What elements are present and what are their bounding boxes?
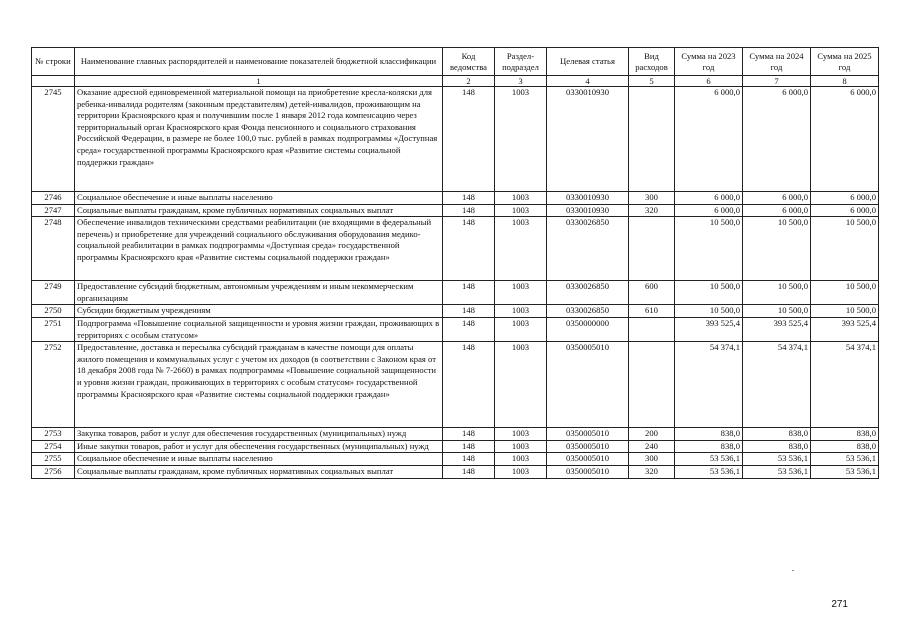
sum-2024: 6 000,0 <box>743 192 811 205</box>
target-article: 0350005010 <box>547 440 629 453</box>
header-section: Раздел-подраздел <box>495 48 547 76</box>
row-number: 2752 <box>32 342 75 428</box>
section-code: 1003 <box>495 87 547 192</box>
dept-code: 148 <box>443 440 495 453</box>
target-article: 0350005010 <box>547 465 629 478</box>
section-code: 1003 <box>495 192 547 205</box>
expense-kind <box>629 317 675 341</box>
sum-2025: 53 536,1 <box>811 465 879 478</box>
budget-table <box>31 47 879 479</box>
row-number: 2754 <box>32 440 75 453</box>
sum-2025: 6 000,0 <box>811 192 879 205</box>
scan-mark <box>792 570 794 571</box>
table-row <box>32 317 879 341</box>
sum-2023: 838,0 <box>675 428 743 441</box>
table-row <box>32 204 879 217</box>
table-header <box>32 48 879 87</box>
sum-2023: 53 536,1 <box>675 453 743 466</box>
section-code: 1003 <box>495 440 547 453</box>
header-kind: Вид расходов <box>629 48 675 76</box>
column-number: 2 <box>443 76 495 87</box>
row-name: Субсидии бюджетным учреждениям <box>75 305 443 318</box>
target-article: 0330026850 <box>547 305 629 318</box>
header-sum-2025: Сумма на 2025 год <box>811 48 879 76</box>
section-code: 1003 <box>495 342 547 428</box>
sum-2023: 10 500,0 <box>675 305 743 318</box>
row-name: Социальное обеспечение и иные выплаты населению <box>75 192 443 205</box>
row-name: Социальные выплаты гражданам, кроме публичных нормативных социальных выплат <box>75 465 443 478</box>
table-row <box>32 465 879 478</box>
table-row <box>32 281 879 305</box>
sum-2023: 838,0 <box>675 440 743 453</box>
dept-code: 148 <box>443 217 495 281</box>
sum-2025: 54 374,1 <box>811 342 879 428</box>
target-article: 0330010930 <box>547 204 629 217</box>
section-code: 1003 <box>495 204 547 217</box>
expense-kind: 240 <box>629 440 675 453</box>
sum-2025: 838,0 <box>811 440 879 453</box>
section-code: 1003 <box>495 465 547 478</box>
sum-2024: 10 500,0 <box>743 217 811 281</box>
sum-2023: 10 500,0 <box>675 281 743 305</box>
section-code: 1003 <box>495 281 547 305</box>
expense-kind: 300 <box>629 453 675 466</box>
sum-2025: 10 500,0 <box>811 281 879 305</box>
target-article: 0330026850 <box>547 281 629 305</box>
target-article: 0350000000 <box>547 317 629 341</box>
sum-2024: 10 500,0 <box>743 305 811 318</box>
dept-code: 148 <box>443 428 495 441</box>
sum-2024: 6 000,0 <box>743 204 811 217</box>
column-number <box>32 76 75 87</box>
row-number: 2751 <box>32 317 75 341</box>
dept-code: 148 <box>443 317 495 341</box>
sum-2025: 393 525,4 <box>811 317 879 341</box>
section-code: 1003 <box>495 317 547 341</box>
column-number: 1 <box>75 76 443 87</box>
sum-2025: 6 000,0 <box>811 204 879 217</box>
sum-2023: 393 525,4 <box>675 317 743 341</box>
row-name: Иные закупки товаров, работ и услуг для обеспечения государственных (муниципальных) нужд <box>75 440 443 453</box>
row-number: 2750 <box>32 305 75 318</box>
column-number-row <box>32 76 879 87</box>
table-row <box>32 428 879 441</box>
sum-2023: 6 000,0 <box>675 192 743 205</box>
header-sum-2023: Сумма на 2023 год <box>675 48 743 76</box>
expense-kind: 200 <box>629 428 675 441</box>
dept-code: 148 <box>443 342 495 428</box>
row-number: 2748 <box>32 217 75 281</box>
row-name: Социальные выплаты гражданам, кроме публичных нормативных социальных выплат <box>75 204 443 217</box>
target-article: 0330010930 <box>547 87 629 192</box>
row-number: 2745 <box>32 87 75 192</box>
header-sum-2024: Сумма на 2024 год <box>743 48 811 76</box>
sum-2025: 838,0 <box>811 428 879 441</box>
sum-2024: 10 500,0 <box>743 281 811 305</box>
row-number: 2756 <box>32 465 75 478</box>
row-name: Предоставление субсидий бюджетным, автономным учреждениям и иным некоммерческим организациям <box>75 281 443 305</box>
dept-code: 148 <box>443 305 495 318</box>
table-row <box>32 87 879 192</box>
column-number: 3 <box>495 76 547 87</box>
row-name: Обеспечение инвалидов техническими средствами реабилитации (не входящими в федеральный перечень) и приобретение для учреждений социального обслуживания оборудования медико-социальной реабилитации в рамках подпрограммы «Доступная среда» государственной программы Красноярского края «Развитие системы социальной поддержки граждан» <box>75 217 443 281</box>
column-number: 7 <box>743 76 811 87</box>
sum-2025: 6 000,0 <box>811 87 879 192</box>
row-number: 2747 <box>32 204 75 217</box>
table-row <box>32 192 879 205</box>
sum-2024: 54 374,1 <box>743 342 811 428</box>
expense-kind: 320 <box>629 465 675 478</box>
section-code: 1003 <box>495 305 547 318</box>
sum-2024: 838,0 <box>743 440 811 453</box>
sum-2025: 10 500,0 <box>811 217 879 281</box>
dept-code: 148 <box>443 465 495 478</box>
section-code: 1003 <box>495 217 547 281</box>
section-code: 1003 <box>495 428 547 441</box>
header-dept: Код ведомства <box>443 48 495 76</box>
dept-code: 148 <box>443 281 495 305</box>
sum-2024: 393 525,4 <box>743 317 811 341</box>
header-target: Целевая статья <box>547 48 629 76</box>
table-body <box>32 87 879 479</box>
column-number: 8 <box>811 76 879 87</box>
dept-code: 148 <box>443 192 495 205</box>
table-row <box>32 342 879 428</box>
dept-code: 148 <box>443 453 495 466</box>
dept-code: 148 <box>443 87 495 192</box>
sum-2025: 10 500,0 <box>811 305 879 318</box>
sum-2024: 838,0 <box>743 428 811 441</box>
target-article: 0350005010 <box>547 342 629 428</box>
sum-2023: 10 500,0 <box>675 217 743 281</box>
table-row <box>32 453 879 466</box>
row-number: 2755 <box>32 453 75 466</box>
row-name: Подпрограмма «Повышение социальной защищенности и уровня жизни граждан, проживающих в территориях с особым статусом» <box>75 317 443 341</box>
row-name: Социальное обеспечение и иные выплаты населению <box>75 453 443 466</box>
row-number: 2746 <box>32 192 75 205</box>
sum-2023: 54 374,1 <box>675 342 743 428</box>
page-number: 271 <box>831 599 848 610</box>
dept-code: 148 <box>443 204 495 217</box>
target-article: 0330010930 <box>547 192 629 205</box>
expense-kind: 320 <box>629 204 675 217</box>
row-number: 2749 <box>32 281 75 305</box>
column-number: 5 <box>629 76 675 87</box>
row-name: Закупка товаров, работ и услуг для обеспечения государственных (муниципальных) нужд <box>75 428 443 441</box>
target-article: 0350005010 <box>547 428 629 441</box>
row-number: 2753 <box>32 428 75 441</box>
column-number: 4 <box>547 76 629 87</box>
target-article: 0350005010 <box>547 453 629 466</box>
expense-kind: 300 <box>629 192 675 205</box>
section-code: 1003 <box>495 453 547 466</box>
sum-2023: 6 000,0 <box>675 204 743 217</box>
table-row <box>32 305 879 318</box>
expense-kind <box>629 217 675 281</box>
expense-kind <box>629 342 675 428</box>
sum-2023: 6 000,0 <box>675 87 743 192</box>
sum-2024: 6 000,0 <box>743 87 811 192</box>
expense-kind <box>629 87 675 192</box>
row-name: Оказание адресной единовременной материальной помощи на приобретение кресла-коляски для ребенка-инвалида родителям (законным представителям) детей-инвалидов, проживающим на территории Красноярского края и получившим после 1 января 2012 года компенсацию через территориальный орган Красноярского края Фонда пенсионного и социального страхования Российской Федерации, в размере не более 100,0 тыс. рублей в рамках подпрограммы «Доступная среда» государственной программы Красноярского края «Развитие системы социальной поддержки граждан» <box>75 87 443 192</box>
column-number: 6 <box>675 76 743 87</box>
expense-kind: 600 <box>629 281 675 305</box>
sum-2024: 53 536,1 <box>743 465 811 478</box>
sum-2023: 53 536,1 <box>675 465 743 478</box>
header-row-no: № строки <box>32 48 75 76</box>
sum-2025: 53 536,1 <box>811 453 879 466</box>
sum-2024: 53 536,1 <box>743 453 811 466</box>
target-article: 0330026850 <box>547 217 629 281</box>
row-name: Предоставление, доставка и пересылка субсидий гражданам в качестве помощи для оплаты жилого помещения и коммунальных услуг с учетом их доходов (в соответствии с Законом края от 18 декабря 2008 года № 7-2660) в рамках подпрограммы «Повышение социальной защищенности и уровня жизни граждан, проживающих в территориях с особым статусом» государственной программы Красноярского края «Развитие системы социальной поддержки граждан» <box>75 342 443 428</box>
table-row <box>32 217 879 281</box>
expense-kind: 610 <box>629 305 675 318</box>
header-name: Наименование главных распорядителей и наименование показателей бюджетной классификации <box>75 48 443 76</box>
table-row <box>32 440 879 453</box>
